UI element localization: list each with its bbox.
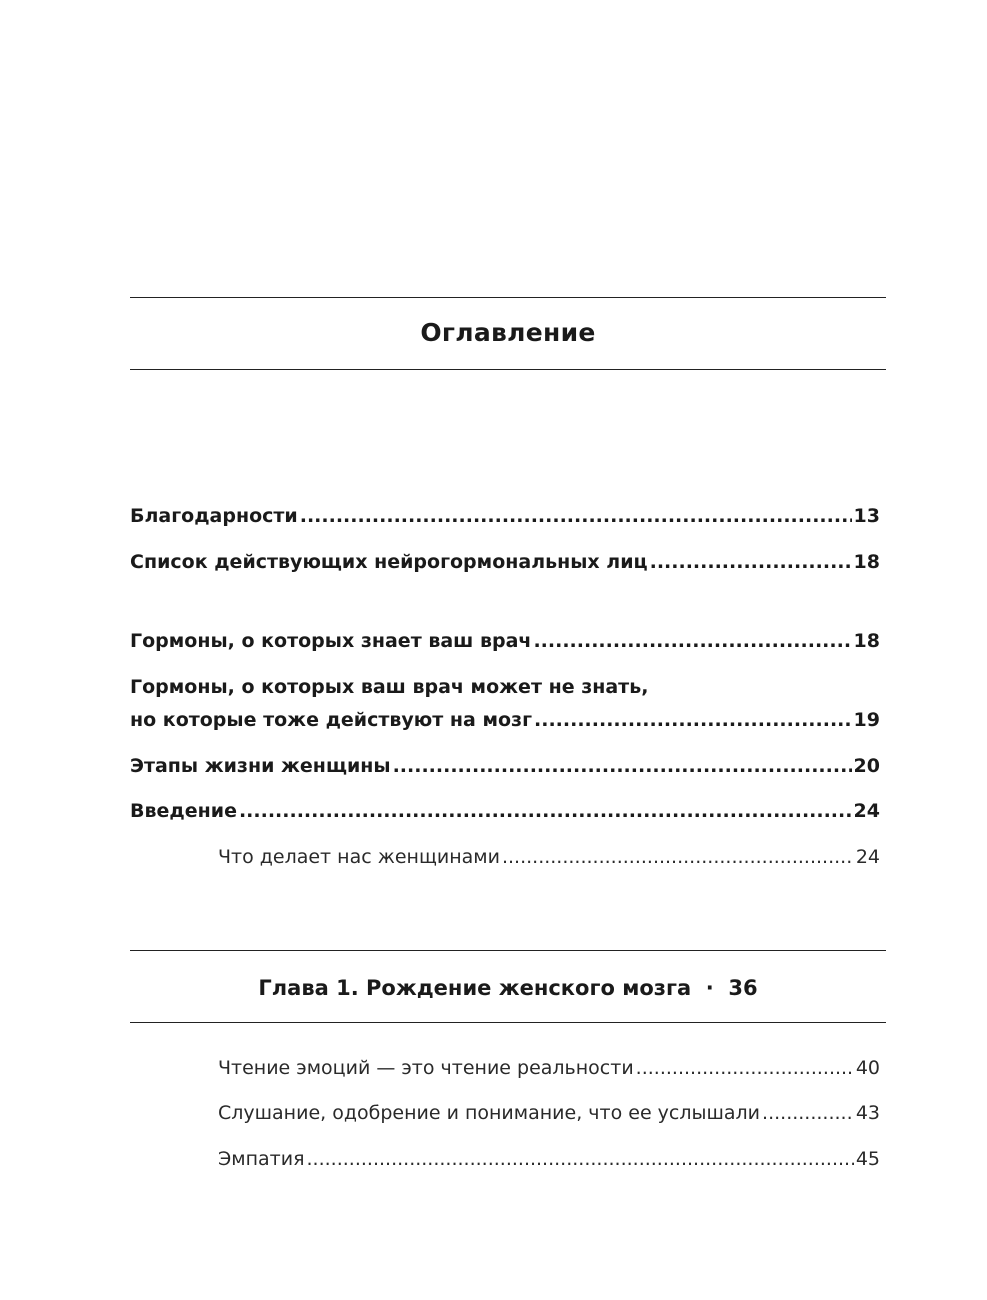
toc-subentry-listening[interactable]: [218, 1102, 880, 1124]
leader-dots: [502, 846, 854, 868]
leader-dots: [762, 1102, 854, 1124]
entry-label: Эмпатия: [218, 1148, 305, 1170]
entry-page: 45: [855, 1148, 880, 1170]
leader-dots: [636, 1057, 854, 1079]
entry-label: Чтение эмоций — это чтение реальности: [218, 1057, 634, 1079]
leader-dots: [650, 551, 852, 573]
toc-entry-introduction[interactable]: [130, 800, 880, 822]
leader-dots: [533, 630, 851, 652]
entry-page: 18: [853, 551, 880, 573]
entry-page: 18: [853, 630, 880, 652]
chapter-1-title[interactable]: Глава 1. Рождение женского мозга · 36: [258, 976, 758, 1000]
entry-page: 24: [855, 846, 880, 868]
entry-page: 13: [853, 505, 880, 527]
entry-page: 40: [855, 1057, 880, 1079]
toc-entry-known-hormones[interactable]: [130, 630, 880, 652]
entry-label: Введение: [130, 800, 237, 822]
leader-dots: [534, 709, 852, 731]
entry-label: Слушание, одобрение и понимание, что ее услышали: [218, 1102, 761, 1124]
chapter-rule-lower: [130, 1022, 886, 1023]
toc-entry-unknown-hormones[interactable]: [130, 709, 880, 731]
top-rule-upper: [130, 297, 886, 298]
toc-subentry-empathy[interactable]: [218, 1148, 880, 1170]
chapter-rule-upper: [130, 950, 886, 951]
top-rule-lower: [130, 369, 886, 370]
entry-label: но которые тоже действуют на мозг: [130, 709, 533, 731]
leader-dots: [307, 1148, 854, 1170]
entry-page: 43: [855, 1102, 880, 1124]
entry-page: 19: [853, 709, 880, 731]
entry-label: Благодарности: [130, 505, 298, 527]
toc-subentry-reading-emotions[interactable]: [218, 1057, 880, 1079]
leader-dots: [300, 505, 852, 527]
entry-label: Список действующих нейрогормональных лиц: [130, 551, 648, 573]
entry-page: 20: [853, 755, 880, 777]
toc-entry-unknown-hormones-line1[interactable]: Гормоны, о которых ваш врач может не знать,: [130, 676, 649, 698]
entry-page: 24: [853, 800, 880, 822]
toc-subentry-what-makes-us-women[interactable]: [218, 846, 880, 868]
entry-label: Гормоны, о которых знает ваш врач: [130, 630, 532, 652]
toc-entry-cast-list[interactable]: [130, 551, 880, 573]
toc-entry-acknowledgements[interactable]: [130, 505, 880, 527]
entry-label: Что делает нас женщинами: [218, 846, 500, 868]
toc-entry-life-stages[interactable]: [130, 755, 880, 777]
leader-dots: [239, 800, 852, 822]
leader-dots: [393, 755, 852, 777]
toc-title: Оглавление: [420, 318, 596, 347]
entry-label: Этапы жизни женщины: [130, 755, 391, 777]
